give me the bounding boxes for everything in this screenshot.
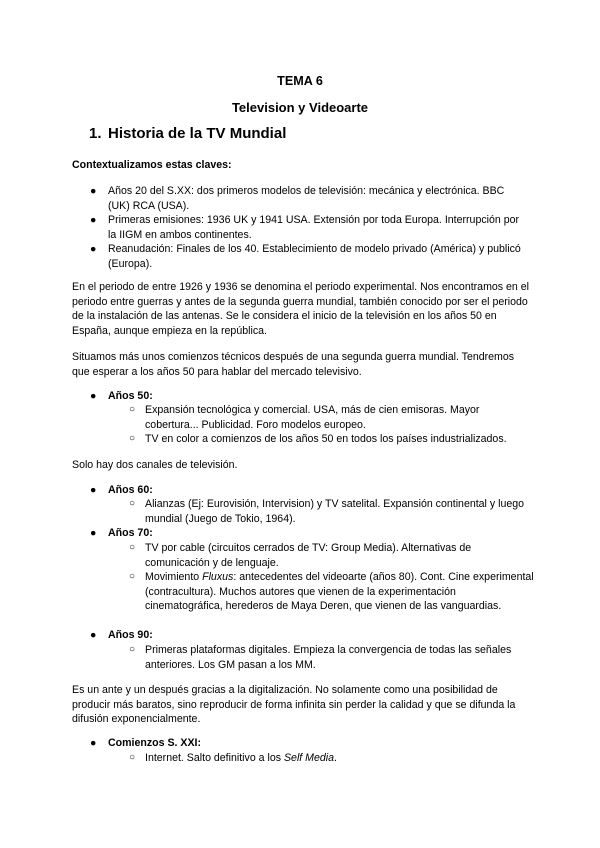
- sub-bullet-icon: ○: [129, 542, 136, 553]
- paragraph-2: Situamos más unos comienzos técnicos después de una segunda guerra mundial. Tendremos que esperar a los años 50 para hablar del mercado televisivo.: [72, 351, 515, 378]
- document-title: TEMA 6: [277, 74, 323, 88]
- sub-bullet-icon: ○: [129, 571, 136, 582]
- context-bullet-3: Reanudación: Finales de los 40. Establecimiento de modelo privado (América) y publicó (Europa).: [108, 243, 521, 270]
- sub-bullet-icon: ○: [129, 433, 136, 444]
- xxi-suffix: .: [334, 752, 337, 764]
- fluxus-term: Fluxus: [202, 571, 234, 583]
- xxi-prefix: Internet. Salto definitivo a los: [145, 752, 284, 764]
- sub-bullet-icon: ○: [129, 644, 136, 655]
- decade-90-label: Años 90:: [108, 629, 153, 641]
- decade-70-item-1: TV por cable (circuitos cerrados de TV: Group Media). Alternativas de comunicación y de lenguaje.: [145, 542, 472, 569]
- section-heading: [89, 127, 286, 142]
- decade-xxi-label: Comienzos S. XXI:: [108, 737, 202, 749]
- decade-60-label: Años 60:: [108, 484, 153, 496]
- paragraph-3: Solo hay dos canales de televisión.: [72, 459, 238, 471]
- sub-bullet-icon: ○: [129, 404, 136, 415]
- decade-50-item-1: Expansión tecnológica y comercial. USA, más de cien emisoras. Mayor cobertura... Publicidad. Foro modelos europeo.: [145, 404, 480, 431]
- bullet-icon: ●: [90, 629, 97, 641]
- sub-bullet-icon: ○: [129, 752, 136, 763]
- fluxus-prefix: Movimiento: [145, 571, 203, 583]
- decade-60-item-1: Alianzas (Ej: Eurovisión, Intervision) y TV satelital. Expansión continental y luego mundial (Juego de Tokio, 1964).: [145, 498, 525, 525]
- bullet-icon: ●: [90, 243, 97, 255]
- self-media-term: Self Media: [283, 752, 335, 764]
- decade-50-item-2: TV en color a comienzos de los años 50 en todos los países industrializados.: [145, 433, 507, 445]
- document-subtitle: Television y Videoarte: [231, 100, 369, 115]
- bullet-icon: ●: [90, 185, 97, 197]
- decade-70-label: Años 70:: [108, 527, 153, 539]
- paragraph-4: Es un ante y un después gracias a la digitalización. No solamente como una posibilidad de producir más baratos, sino reproducir de forma infinita sin perder la calidad y que se difunda la difusión exponencialmente.: [72, 684, 516, 726]
- bullet-icon: ●: [90, 390, 97, 402]
- decade-90-item-1: Primeras plataformas digitales. Empieza la convergencia de todas las señales anteriores. Los GM pasan a los MM.: [145, 644, 512, 671]
- paragraph-1: En el periodo de entre 1926 y 1936 se denomina el periodo experimental. Nos encontramos en el periodo entre guerras y antes de la segunda guerra mundial, también conocido por ser el periodo de la instalación de las antenas. Se le considera el inicio de la televisión en los años 50 en España, aunque empieza en la república.: [72, 281, 530, 337]
- context-bullet-1: Años 20 del S.XX: dos primeros modelos de televisión: mecánica y electrónica. BBC (UK) RCA (USA).: [108, 185, 505, 212]
- decade-50-label: Años 50:: [108, 390, 153, 402]
- decade-xxi-item-1: [145, 751, 535, 766]
- bullet-icon: ●: [90, 214, 97, 226]
- sub-bullet-icon: ○: [129, 498, 136, 509]
- context-heading: Contextualizamos estas claves:: [72, 159, 232, 171]
- bullet-icon: ●: [90, 527, 97, 539]
- section-title: Historia de la TV Mundial: [108, 125, 287, 142]
- fluxus-rest: : antecedentes del videoarte (años 80). Cont. Cine experimental (contracultura). Muchos autores que vienen de la experimentación cinematográfica, herederos de Maya Deren, que vienen de las vanguardias.: [145, 571, 534, 613]
- decade-70-item-2: [145, 570, 535, 614]
- bullet-icon: ●: [90, 484, 97, 496]
- context-bullet-2: Primeras emisiones: 1936 UK y 1941 USA. Extensión por toda Europa. Interrupción por la IIGM en ambos continentes.: [108, 214, 520, 241]
- section-number: 1.: [89, 125, 102, 142]
- bullet-icon: ●: [90, 737, 97, 749]
